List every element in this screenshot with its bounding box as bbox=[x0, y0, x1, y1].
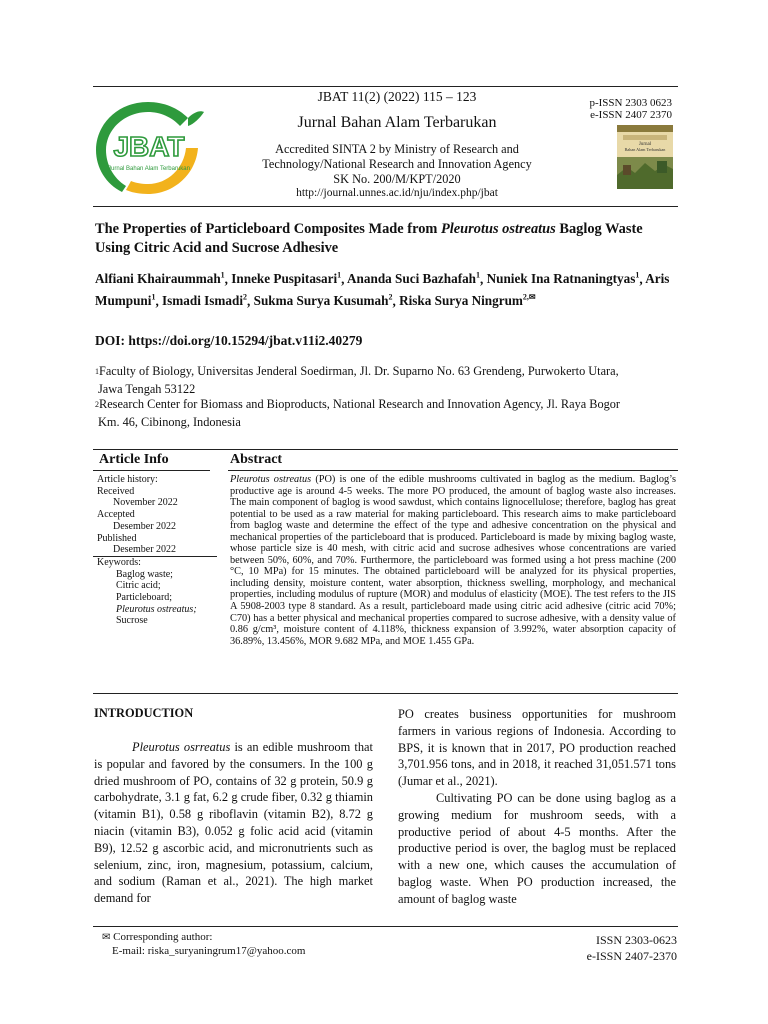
affiliation-text: Km. 46, Cibinong, Indonesia bbox=[98, 414, 241, 429]
article-title: The Properties of Particleboard Composites Made from Pleurotus ostreatus Baglog Waste Using Citric Acid and Sucrose Adhesive bbox=[95, 221, 643, 256]
accreditation-note bbox=[222, 142, 572, 187]
affiliation-text: Jawa Tengah 53122 bbox=[98, 381, 196, 396]
author: Inneke Puspitasari$^1$ bbox=[231, 271, 342, 287]
journal-cover-image bbox=[617, 125, 673, 189]
affiliation-text: Research Center for Biomass and Bioproducts, National Research and Innovation Agency, Jl. Raya Bogor bbox=[99, 397, 621, 411]
published-date: Desember 2022 bbox=[113, 544, 177, 556]
affiliation-2 bbox=[95, 396, 680, 431]
header-bottom-rule bbox=[93, 206, 678, 207]
footer-e-issn: e-ISSN 2407-2370 bbox=[586, 948, 677, 963]
corresponding-email[interactable]: E-mail: riska_suryaningrum17@yahoo.com bbox=[112, 944, 306, 957]
svg-text:Bahan Alam Terbarukan: Bahan Alam Terbarukan bbox=[624, 147, 666, 152]
accreditation-line: SK No. 200/M/KPT/2020 bbox=[333, 172, 461, 186]
intro-right-column bbox=[398, 706, 676, 908]
keyword: Citric acid; bbox=[116, 580, 161, 592]
envelope-icon: ✉ bbox=[102, 932, 111, 943]
journal-reference: JBAT 11(2) (2022) 115 – 123 bbox=[317, 89, 477, 104]
author-list: Alfiani Khairaummah$^1$, Inneke Puspitasari$^1$, Ananda Suci Bazhafah$^1$, Nuniek Ina Ratnaningtyas$^1$, Aris Mumpuni$^1$, Ismadi Ismadi$^2$, Sukma Surya Kusumah$^2$, Riska Surya Ningrum$^{2,✉}$ bbox=[95, 271, 670, 309]
svg-text:Jurnal: Jurnal bbox=[638, 142, 652, 147]
author: Sukma Surya Kusumah$^2$ bbox=[253, 292, 393, 309]
abstract-heading-rule bbox=[228, 470, 678, 471]
author: Riska Surya Ningrum$^{2,✉}$ bbox=[399, 292, 536, 309]
keywords-label: Keywords: bbox=[97, 556, 141, 568]
keyword: Sucrose bbox=[116, 615, 148, 627]
author: Nuniek Ina Ratnaningtyas$^1$ bbox=[486, 271, 640, 287]
info-heading-rule bbox=[93, 470, 210, 471]
accepted-label: Accepted bbox=[97, 509, 135, 521]
paragraph: Cultivating PO can be done using baglog as a growing medium for mushroom seeds, with a productive period of about 4-5 months. After the productive period is over, the baglog must be replaced with a new one, which causes the accumulation of baglog waste. When PO production increased, the amount of baglog waste bbox=[398, 790, 676, 906]
affiliation-number: 1 bbox=[95, 367, 99, 376]
svg-text:Jurnal Bahan Alam Terbarukan: Jurnal Bahan Alam Terbarukan bbox=[108, 166, 190, 172]
keyword: Baglog waste; bbox=[116, 568, 173, 580]
accepted-date: Desember 2022 bbox=[113, 520, 177, 532]
abstract-bottom-rule bbox=[93, 693, 678, 694]
history-label: Article history: bbox=[97, 474, 158, 485]
article-info bbox=[97, 474, 213, 627]
author: Ananda Suci Bazhafah$^1$ bbox=[347, 271, 481, 287]
doi-link[interactable]: DOI: https://doi.org/10.15294/jbat.v11i2.40279 bbox=[95, 333, 363, 348]
corresponding-label: Corresponding author: bbox=[113, 931, 213, 943]
introduction-heading: INTRODUCTION bbox=[94, 706, 194, 720]
affiliation-number: 2 bbox=[95, 400, 99, 409]
keyword: Particleboard; bbox=[116, 592, 173, 604]
svg-text:JBAT: JBAT bbox=[113, 131, 185, 162]
paragraph: PO creates business opportunities for mushroom farmers in various regions of Indonesia. According to BPS, it is known that in 2017, PO production reached 3,701.956 tons, and in 2018, it reached 31,051.571 tons (Jumar et al., 2021). bbox=[398, 707, 676, 789]
article-info-heading: Article Info bbox=[99, 452, 169, 467]
footer-issn bbox=[587, 933, 677, 964]
info-top-rule bbox=[93, 449, 678, 450]
accreditation-line: Accredited SINTA 2 by Ministry of Research and bbox=[275, 142, 519, 156]
author: Ismadi Ismadi$^2$ bbox=[162, 292, 248, 309]
keyword: Pleurotus ostreatus; bbox=[116, 603, 197, 615]
received-date: November 2022 bbox=[113, 497, 178, 509]
footnote-rule bbox=[93, 926, 678, 927]
e-issn: e-ISSN 2407 2370 bbox=[590, 109, 672, 121]
keywords-section bbox=[93, 556, 217, 627]
author: Alfiani Khairaummah$^1$ bbox=[95, 271, 225, 287]
accreditation-line: Technology/National Research and Innovation Agency bbox=[262, 157, 532, 171]
header-top-rule bbox=[93, 86, 678, 87]
footer-p-issn: ISSN 2303-0623 bbox=[595, 933, 677, 947]
jbat-logo bbox=[88, 96, 208, 200]
affiliation-1 bbox=[95, 363, 680, 398]
affiliation-text: Faculty of Biology, Universitas Jenderal Soedirman, Jl. Dr. Suparno No. 63 Grendeng, Purwokerto Utara, bbox=[99, 364, 619, 378]
issn-block bbox=[589, 97, 672, 121]
journal-name: Jurnal Bahan Alam Terbarukan bbox=[297, 114, 497, 131]
received-label: Received bbox=[97, 485, 135, 497]
journal-url[interactable]: http://journal.unnes.ac.id/nju/index.php/jbat bbox=[296, 187, 498, 199]
author: Aris Mumpuni$^1$ bbox=[95, 271, 670, 309]
abstract-heading: Abstract bbox=[230, 452, 283, 467]
intro-left-column: Pleurotus osrreatus is an edible mushroom that is popular and favored by the consumers. In the 100 g dried mushroom of PO, contains of 32 g protein, 50.9 g carbohydrate, 3.1 g fat, 6.2 g crude fiber, 0.32 g thiamin (vitamin B1), 0.58 g riboflavin (vitamin B2), 8.72 g niacin (vitamin B3), 0.052 g folic acid acid (vitamin B9), 12.52 g ascorbic acid, and micronutrients such as selenium, zinc, iron, magnesium, potassium, calcium, and sodium (Raman et al., 2021). The high market demand for bbox=[94, 740, 373, 906]
published-label: Published bbox=[97, 532, 137, 544]
corresponding-author-note bbox=[102, 931, 305, 957]
abstract-text: Pleurotus ostreatus (PO) is one of the edible mushrooms cultivated in baglog as the medium. Baglog’s productive age is around 4-5 weeks. The more PO produced, the amount of baglog waste also increases. The main component of baglog is wood sawdust, which contains lignocellulose; therefore, baglog has great potential to be used as a raw material for making particleboard. This research aims to make particleboard from baglog waste and determine the effect of the type and adhesive concentration on the physical and mechanical properties of the particleboard that is produced. Particleboard is made by mixing baglog waste, whose particle size is 40 mesh, with citric acid and sucrose adhesives whose concentrations are varied between 50%, 60%, and 70%. Furthermore, the particleboard was formed using a hot press machine (200 °C, 10 MPa) for 15 minutes. The obtained particleboard will be analyzed for its physical properties, including density, moisture content, water absorption, thickness swelling, morphology, and mechanical properties, including modulus of rupture (MOR) and modulus of elasticity (MOE). The test refers to the JIS A 5908-2003 type 8 standard. As a result, particleboard made using citric acid adhesive (citric acid 70%; C70) has a better physical and mechanical properties compared to sucrose adhesive, with a density value of 0.86 g/cm³, moisture content of 4.118%, thickness expansion of 3.992%, water absorption capacity of 36.89%, 13.456%, MOR 9.682 MPa, and MOE 1.455 GPa. bbox=[230, 474, 676, 647]
p-issn: p-ISSN 2303 0623 bbox=[589, 97, 672, 109]
